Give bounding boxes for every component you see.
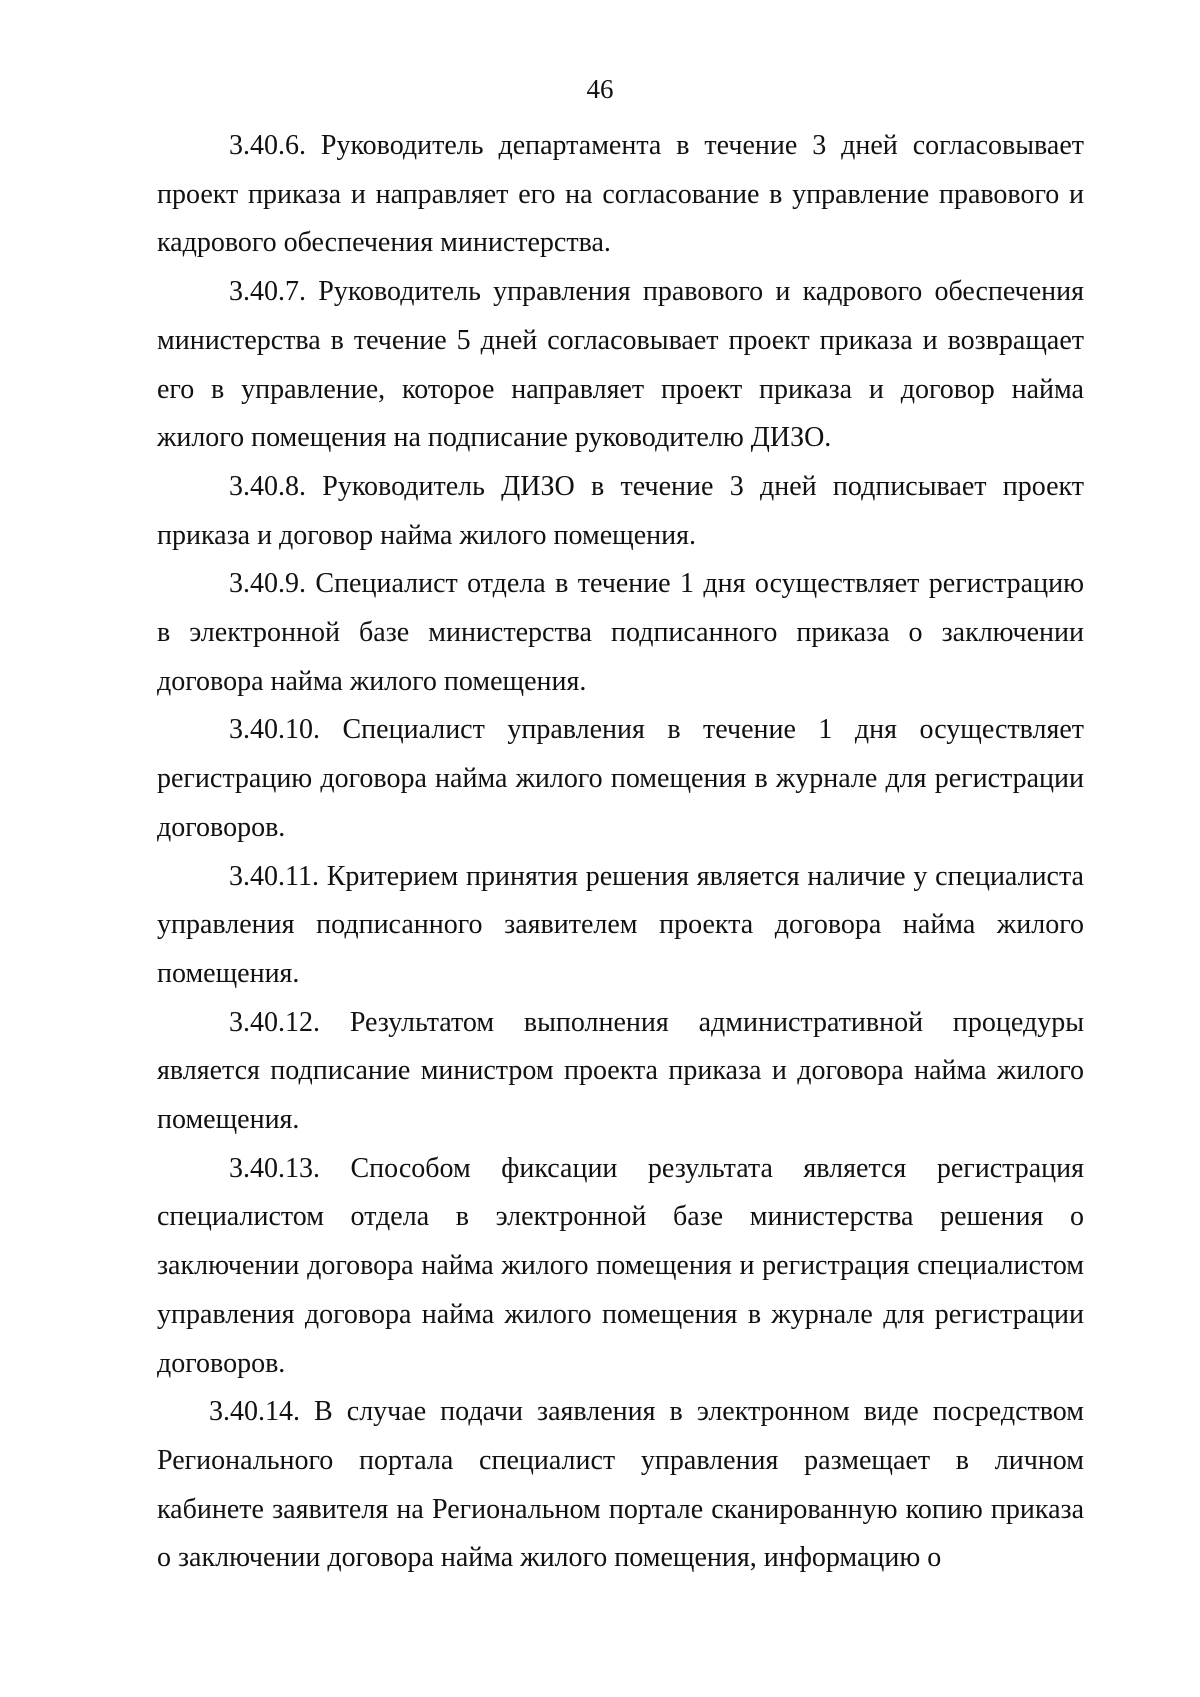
paragraph-3-40-10: 3.40.10. Специалист управления в течение 1 дня осуществляет регистрацию договора найма жилого помещения в журнале для регистрации договоров. bbox=[157, 714, 1084, 843]
paragraph-3-40-9: 3.40.9. Специалист отдела в течение 1 дня осуществляет регистрацию в электронной базе министерства подписанного приказа о заключении договора найма жилого помещения. bbox=[157, 568, 1084, 697]
paragraph-3-40-13: 3.40.13. Способом фиксации результата является регистрация специалистом отдела в электронной базе министерства решения о заключении договора найма жилого помещения и регистрация специалистом управления договора найма жилого помещения в журнале для регистрации договоров. bbox=[157, 1152, 1084, 1379]
paragraph-3-40-12: 3.40.12. Результатом выполнения административной процедуры является подписание министром проекта приказа и договора найма жилого помещения. bbox=[157, 1006, 1084, 1136]
paragraph-3-40-7: 3.40.7. Руководитель управления правового и кадрового обеспечения министерства в течение 5 дней согласовывает проект приказа и возвращает его в управление, которое направляет проект приказа и договор найма жилого помещения на подписание руководителю ДИЗО. bbox=[157, 276, 1084, 454]
paragraph-3-40-11: 3.40.11. Критерием принятия решения является наличие у специалиста управления подписанного заявителем проекта договора найма жилого помещения. bbox=[157, 860, 1084, 989]
paragraph-3-40-6: 3.40.6. Руководитель департамента в течение 3 дней согласовывает проект приказа и направляет его на согласование в управление правового и кадрового обеспечения министерства. bbox=[157, 130, 1084, 259]
page-number: 46 bbox=[586, 74, 614, 104]
document-body bbox=[157, 122, 1084, 1583]
paragraph-3-40-14: 3.40.14. В случае подачи заявления в электронном виде посредством Регионального портала специалист управления размещает в личном кабинете заявителя на Региональном портале сканированную копию приказа о заключении договора найма жилого помещения, информацию о bbox=[157, 1396, 1084, 1574]
paragraph-3-40-8: 3.40.8. Руководитель ДИЗО в течение 3 дней подписывает проект приказа и договор найма жилого помещения. bbox=[157, 470, 1084, 551]
